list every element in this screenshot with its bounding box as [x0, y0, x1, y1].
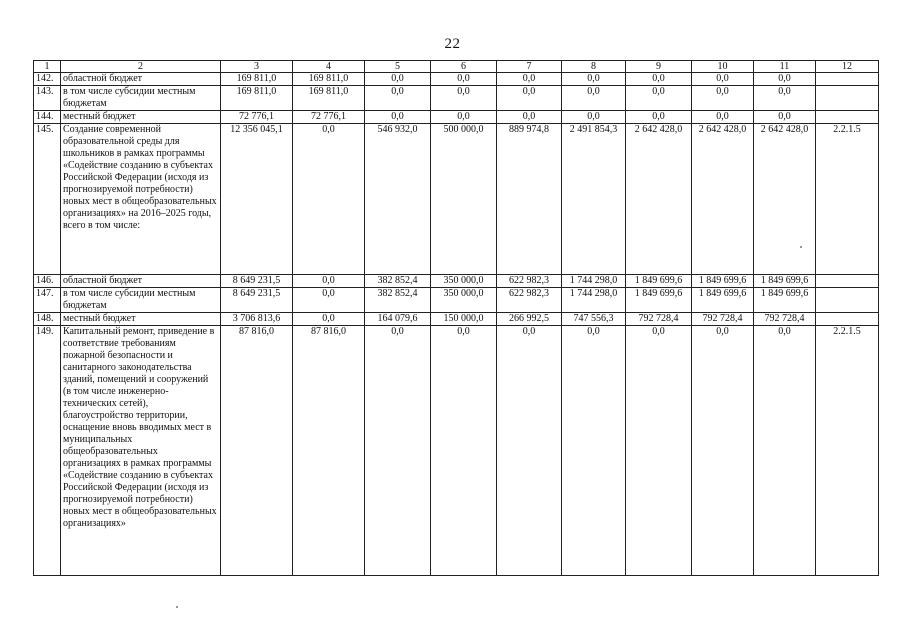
value-cell: 169 811,0 [221, 73, 293, 86]
value-cell: 169 811,0 [221, 86, 293, 111]
code-cell [816, 275, 879, 288]
row-number: 148. [34, 313, 61, 326]
value-cell: 0,0 [431, 326, 497, 576]
row-name: областной бюджет [61, 275, 221, 288]
value-cell: 0,0 [365, 86, 431, 111]
value-cell: 0,0 [497, 111, 562, 124]
value-cell: 0,0 [293, 275, 365, 288]
table-row [34, 275, 879, 288]
value-cell: 0,0 [497, 73, 562, 86]
column-header: 12 [816, 61, 879, 73]
value-cell: 0,0 [562, 86, 626, 111]
row-number: 146. [34, 275, 61, 288]
value-cell: 1 849 699,6 [692, 288, 754, 313]
value-cell: 169 811,0 [293, 86, 365, 111]
value-cell: 0,0 [365, 111, 431, 124]
code-cell [816, 73, 879, 86]
value-cell: 0,0 [754, 86, 816, 111]
value-cell: 1 849 699,6 [754, 288, 816, 313]
value-cell: 0,0 [293, 124, 365, 275]
value-cell: 0,0 [692, 111, 754, 124]
table-row [34, 288, 879, 313]
page-number: 22 [444, 36, 461, 52]
value-cell: 8 649 231,5 [221, 275, 293, 288]
column-header: 11 [754, 61, 816, 73]
value-cell: 792 728,4 [626, 313, 692, 326]
value-cell: 8 649 231,5 [221, 288, 293, 313]
value-cell: 622 982,3 [497, 288, 562, 313]
value-cell: 0,0 [692, 86, 754, 111]
column-header: 9 [626, 61, 692, 73]
row-name: местный бюджет [61, 111, 221, 124]
value-cell: 0,0 [754, 111, 816, 124]
header-row [34, 61, 879, 73]
value-cell: 792 728,4 [692, 313, 754, 326]
row-number: 145. [34, 124, 61, 275]
scan-speck [800, 246, 802, 248]
table-row [34, 111, 879, 124]
table-row [34, 73, 879, 86]
value-cell: 382 852,4 [365, 288, 431, 313]
value-cell: 164 079,6 [365, 313, 431, 326]
value-cell: 0,0 [692, 73, 754, 86]
value-cell: 2 642 428,0 [626, 124, 692, 275]
code-cell [816, 86, 879, 111]
value-cell: 0,0 [431, 86, 497, 111]
value-cell: 0,0 [365, 73, 431, 86]
value-cell: 350 000,0 [431, 288, 497, 313]
table-row [34, 326, 879, 576]
value-cell: 0,0 [293, 313, 365, 326]
value-cell: 0,0 [626, 326, 692, 576]
value-cell: 889 974,8 [497, 124, 562, 275]
value-cell: 87 816,0 [221, 326, 293, 576]
value-cell: 2 642 428,0 [692, 124, 754, 275]
value-cell: 350 000,0 [431, 275, 497, 288]
value-cell: 792 728,4 [754, 313, 816, 326]
value-cell: 1 744 298,0 [562, 275, 626, 288]
value-cell: 0,0 [293, 288, 365, 313]
value-cell: 150 000,0 [431, 313, 497, 326]
value-cell: 1 849 699,6 [626, 288, 692, 313]
value-cell: 72 776,1 [221, 111, 293, 124]
row-name: в том числе субсидии местным бюджетам [61, 288, 221, 313]
table-row [34, 124, 879, 275]
row-number: 149. [34, 326, 61, 576]
value-cell: 2 642 428,0 [754, 124, 816, 275]
column-header: 6 [431, 61, 497, 73]
code-cell: 2.2.1.5 [816, 326, 879, 576]
value-cell: 0,0 [754, 326, 816, 576]
value-cell: 0,0 [754, 73, 816, 86]
value-cell: 0,0 [626, 111, 692, 124]
row-number: 143. [34, 86, 61, 111]
value-cell: 0,0 [431, 73, 497, 86]
value-cell: 0,0 [562, 73, 626, 86]
value-cell: 1 849 699,6 [754, 275, 816, 288]
code-cell [816, 313, 879, 326]
value-cell: 0,0 [562, 111, 626, 124]
table-row [34, 313, 879, 326]
column-header: 8 [562, 61, 626, 73]
value-cell: 1 744 298,0 [562, 288, 626, 313]
code-cell: 2.2.1.5 [816, 124, 879, 275]
budget-table [33, 60, 879, 576]
row-name: в том числе субсидии местным бюджетам [61, 86, 221, 111]
row-number: 142. [34, 73, 61, 86]
column-header: 1 [34, 61, 61, 73]
column-header: 2 [61, 61, 221, 73]
value-cell: 622 982,3 [497, 275, 562, 288]
value-cell: 382 852,4 [365, 275, 431, 288]
column-header: 7 [497, 61, 562, 73]
row-name: местный бюджет [61, 313, 221, 326]
value-cell: 3 706 813,6 [221, 313, 293, 326]
value-cell: 2 491 854,3 [562, 124, 626, 275]
value-cell: 0,0 [626, 86, 692, 111]
value-cell: 0,0 [562, 326, 626, 576]
row-name: областной бюджет [61, 73, 221, 86]
value-cell: 169 811,0 [293, 73, 365, 86]
value-cell: 0,0 [497, 326, 562, 576]
table-row [34, 86, 879, 111]
row-number: 144. [34, 111, 61, 124]
value-cell: 747 556,3 [562, 313, 626, 326]
column-header: 5 [365, 61, 431, 73]
value-cell: 0,0 [431, 111, 497, 124]
value-cell: 546 932,0 [365, 124, 431, 275]
value-cell: 500 000,0 [431, 124, 497, 275]
value-cell: 0,0 [626, 73, 692, 86]
row-name: Создание современной образовательной среды для школьников в рамках программы «Содействие созданию в субъектах Российской Федерации (исходя из прогнозируемой потребности) новых мест в общеобразовательных организациях» на 2016–2025 годы, всего в том числе: [61, 124, 221, 275]
value-cell: 87 816,0 [293, 326, 365, 576]
code-cell [816, 111, 879, 124]
value-cell: 1 849 699,6 [692, 275, 754, 288]
value-cell: 0,0 [692, 326, 754, 576]
value-cell: 1 849 699,6 [626, 275, 692, 288]
value-cell: 72 776,1 [293, 111, 365, 124]
value-cell: 0,0 [497, 86, 562, 111]
row-name: Капитальный ремонт, приведение в соответствие требованиям пожарной безопасности и санитарного законодательства зданий, помещений и сооружений (в том числе инженерно-технических сетей), благоустройство территории, оснащение вновь вводимых мест в муниципальных общеобразовательных организациях в рамках программы «Содействие созданию в субъектах Российской Федерации (исходя из прогнозируемой потребности) новых мест в общеобразовательных организациях» [61, 326, 221, 576]
row-number: 147. [34, 288, 61, 313]
scan-speck [176, 606, 178, 608]
code-cell [816, 288, 879, 313]
column-header: 10 [692, 61, 754, 73]
value-cell: 266 992,5 [497, 313, 562, 326]
column-header: 3 [221, 61, 293, 73]
column-header: 4 [293, 61, 365, 73]
value-cell: 12 356 045,1 [221, 124, 293, 275]
value-cell: 0,0 [365, 326, 431, 576]
